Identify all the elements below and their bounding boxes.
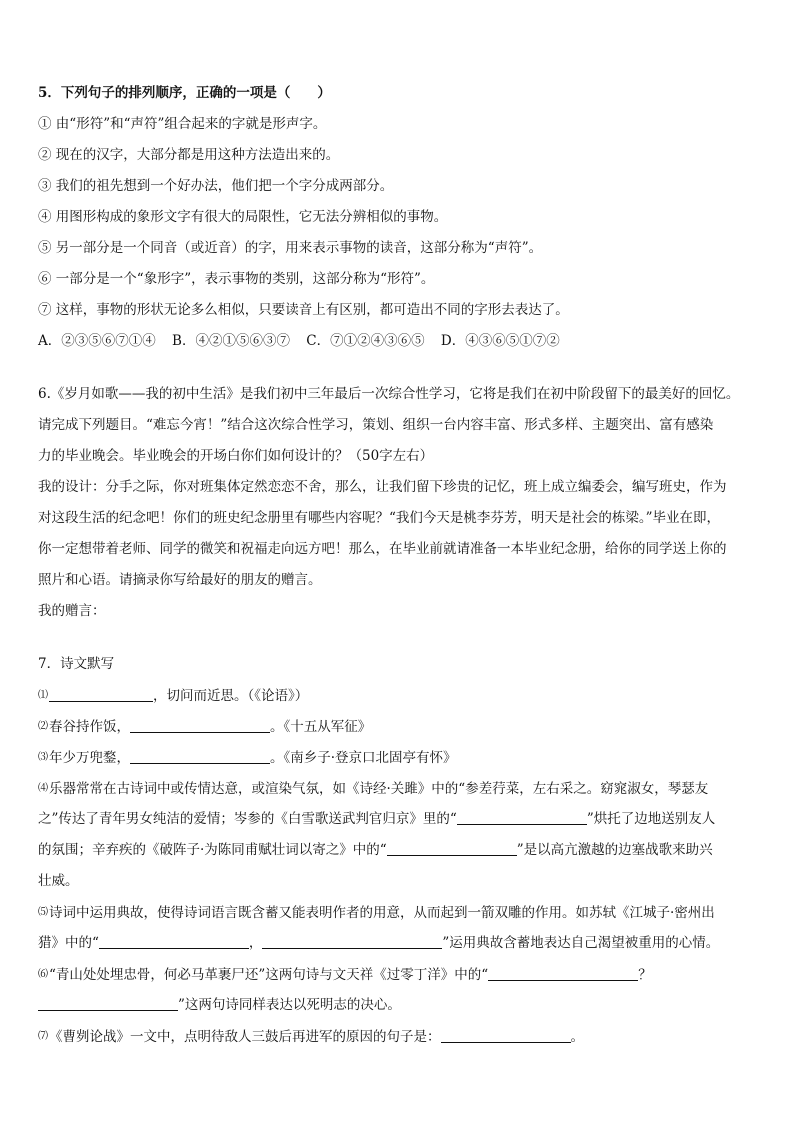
part-number: ⑸ [38,907,48,918]
q7-part-4-line-3 [38,835,758,866]
q7-part-1 [38,680,758,711]
part-number: ⑺ [38,1031,48,1042]
q7-part-2 [38,711,758,742]
part-text: 《曹刿论战》一文中，点明待敌人三鼓后再进军的原因的句子是： [49,1029,441,1045]
part-text: 之”传达了青年男女纯洁的爱情；岑参的《白雪歌送武判官归京》里的“ [38,811,457,827]
part-text: ”是以高亢激越的边塞战歌来助兴 [516,842,713,858]
question-5 [38,78,758,357]
q7-part-5-line-1 [38,897,758,928]
q5-option-b[interactable]: B．④②①⑤⑥③⑦ [172,333,290,349]
q7-part-6-line-2 [38,990,758,1021]
part-text: 的氛围；辛弃疾的《破阵子·为陈同甫赋壮词以寄之》中的“ [38,842,387,858]
part-number: ⑶ [38,752,48,763]
part-text: 诗词中运用典故，使得诗词语言既含蓄又能表明作者的用意，从而起到一箭双雕的作用。如苏轼《江城子·密州出 [49,905,715,921]
fill-blank[interactable] [262,933,442,949]
fill-blank[interactable] [130,717,270,733]
q7-part-4-line-2 [38,804,758,835]
q6-line-6: 你一定想带着老师、同学的微笑和祝福走向远方吧！那么，在毕业前就请准备一本毕业纪念册，给你的同学送上你的 [38,541,727,557]
fill-blank[interactable] [130,748,270,764]
q6-line-3: 力的毕业晚会。毕业晚会的开场白你们如何设计的？（50字左右） [38,448,434,464]
q7-title: 7．诗文默写 [38,656,115,672]
q5-item-2: ② 现在的汉字，大部分都是用这种方法造出来的。 [38,147,340,163]
q6-line-4: 我的设计：分手之际，你对班集体定然恋恋不舍，那么，让我们留下珍贵的记忆，班上成立编委会，编写班史，作为 [38,479,727,495]
q5-item-6: ⑥ 一部分是一个“象形字”，表示事物的类别，这部分称为“形符”。 [38,271,435,287]
spacer [38,627,758,649]
part-number: ⑹ [38,969,48,980]
part-text: ？ [638,967,652,983]
q7-part-7 [38,1021,758,1052]
part-number: ⑷ [38,783,48,794]
q6-line-1: 6.《岁月如歌——我的初中生活》是我们初中三年最后一次综合性学习，它将是我们在初中阶段留下的最美好的回忆。 [38,386,740,402]
fill-blank[interactable] [38,995,178,1011]
question-7 [38,649,758,1052]
question-6 [38,379,758,627]
q6-line-2: 请完成下列题目。“难忘今宵！”结合这次综合性学习，策划、组织一台内容丰富、形式多样、主题突出、富有感染 [38,417,714,433]
part-text: 猎》中的“ [38,935,99,951]
q5-item-1: ① 由“形符”和“声符”组合起来的字就是形声字。 [38,116,327,132]
fill-blank[interactable] [99,933,249,949]
part-text: ，切问而近思。（《论语》） [153,688,309,704]
q5-option-a[interactable]: A．②③⑤⑥⑦①④ [38,333,156,349]
part-text: ”运用典故含蓄地表达自己渴望被重用的心情。 [442,935,720,951]
q5-item-7: ⑦ 这样，事物的形状无论多么相似，只要读音上有区别，都可造出不同的字形去表达了。 [38,302,569,318]
part-number: ⑴ [38,690,48,701]
fill-blank[interactable] [49,686,153,702]
fill-blank[interactable] [387,840,517,856]
q6-line-5: 对这段生活的纪念吧！你们的班史纪念册里有哪些内容呢？“我们今天是桃李芬芳，明天是社会的栋梁。”毕业在即， [38,510,721,526]
fill-blank[interactable] [457,809,587,825]
part-number: ⑵ [38,721,48,732]
q5-title: 5．下列句子的排列顺序，正确的一项是（ ） [38,85,331,101]
part-text: 春谷持作饭， [49,719,130,735]
part-text: 。 [570,1029,584,1045]
part-text: ”烘托了边地送别友人 [586,811,716,827]
q5-item-5: ⑤ 另一部分是一个同音（或近音）的字，用来表示事物的读音，这部分称为“声符”。 [38,240,543,256]
q5-options [38,326,758,357]
q7-part-5-line-2 [38,928,758,959]
q7-part-4-line-1 [38,773,758,804]
fill-blank[interactable] [441,1027,571,1043]
part-text: 乐器常常在古诗词中或传情达意，或渲染气氛，如《诗经·关雎》中的“参差荇菜，左右采之。窈窕淑女，琴瑟友 [49,781,709,797]
q7-part-3 [38,742,758,773]
part-text: 。《十五从军征》 [270,719,372,735]
q5-option-c[interactable]: C．⑦①②④③⑥⑤ [306,333,425,349]
spacer [38,357,758,379]
part-text: 年少万兜鍪， [49,750,130,766]
q5-item-3: ③ 我们的祖先想到一个好办法，他们把一个字分成两部分。 [38,178,394,194]
part-text: ， [248,935,263,951]
q6-answer-label: 我的赠言： [38,603,106,619]
q5-item-4: ④ 用图形构成的象形文字有很大的局限性，它无法分辨相似的事物。 [38,209,448,225]
part-text: “青山处处埋忠骨，何必马革裹尸还”这两句诗与文天祥《过零丁洋》中的“ [49,967,489,983]
q7-part-4-line-4: 壮威。 [38,873,79,889]
fill-blank[interactable] [488,965,638,981]
q7-part-6-line-1 [38,959,758,990]
part-text: 。《南乡子·登京口北固亭有怀》 [270,750,457,766]
document-page [38,78,758,1052]
q6-line-7: 照片和心语。请摘录你写给最好的朋友的赠言。 [38,572,322,588]
q5-option-d[interactable]: D．④③⑥⑤①⑦② [440,333,560,349]
part-text: ”这两句诗同样表达以死明志的决心。 [178,997,401,1013]
